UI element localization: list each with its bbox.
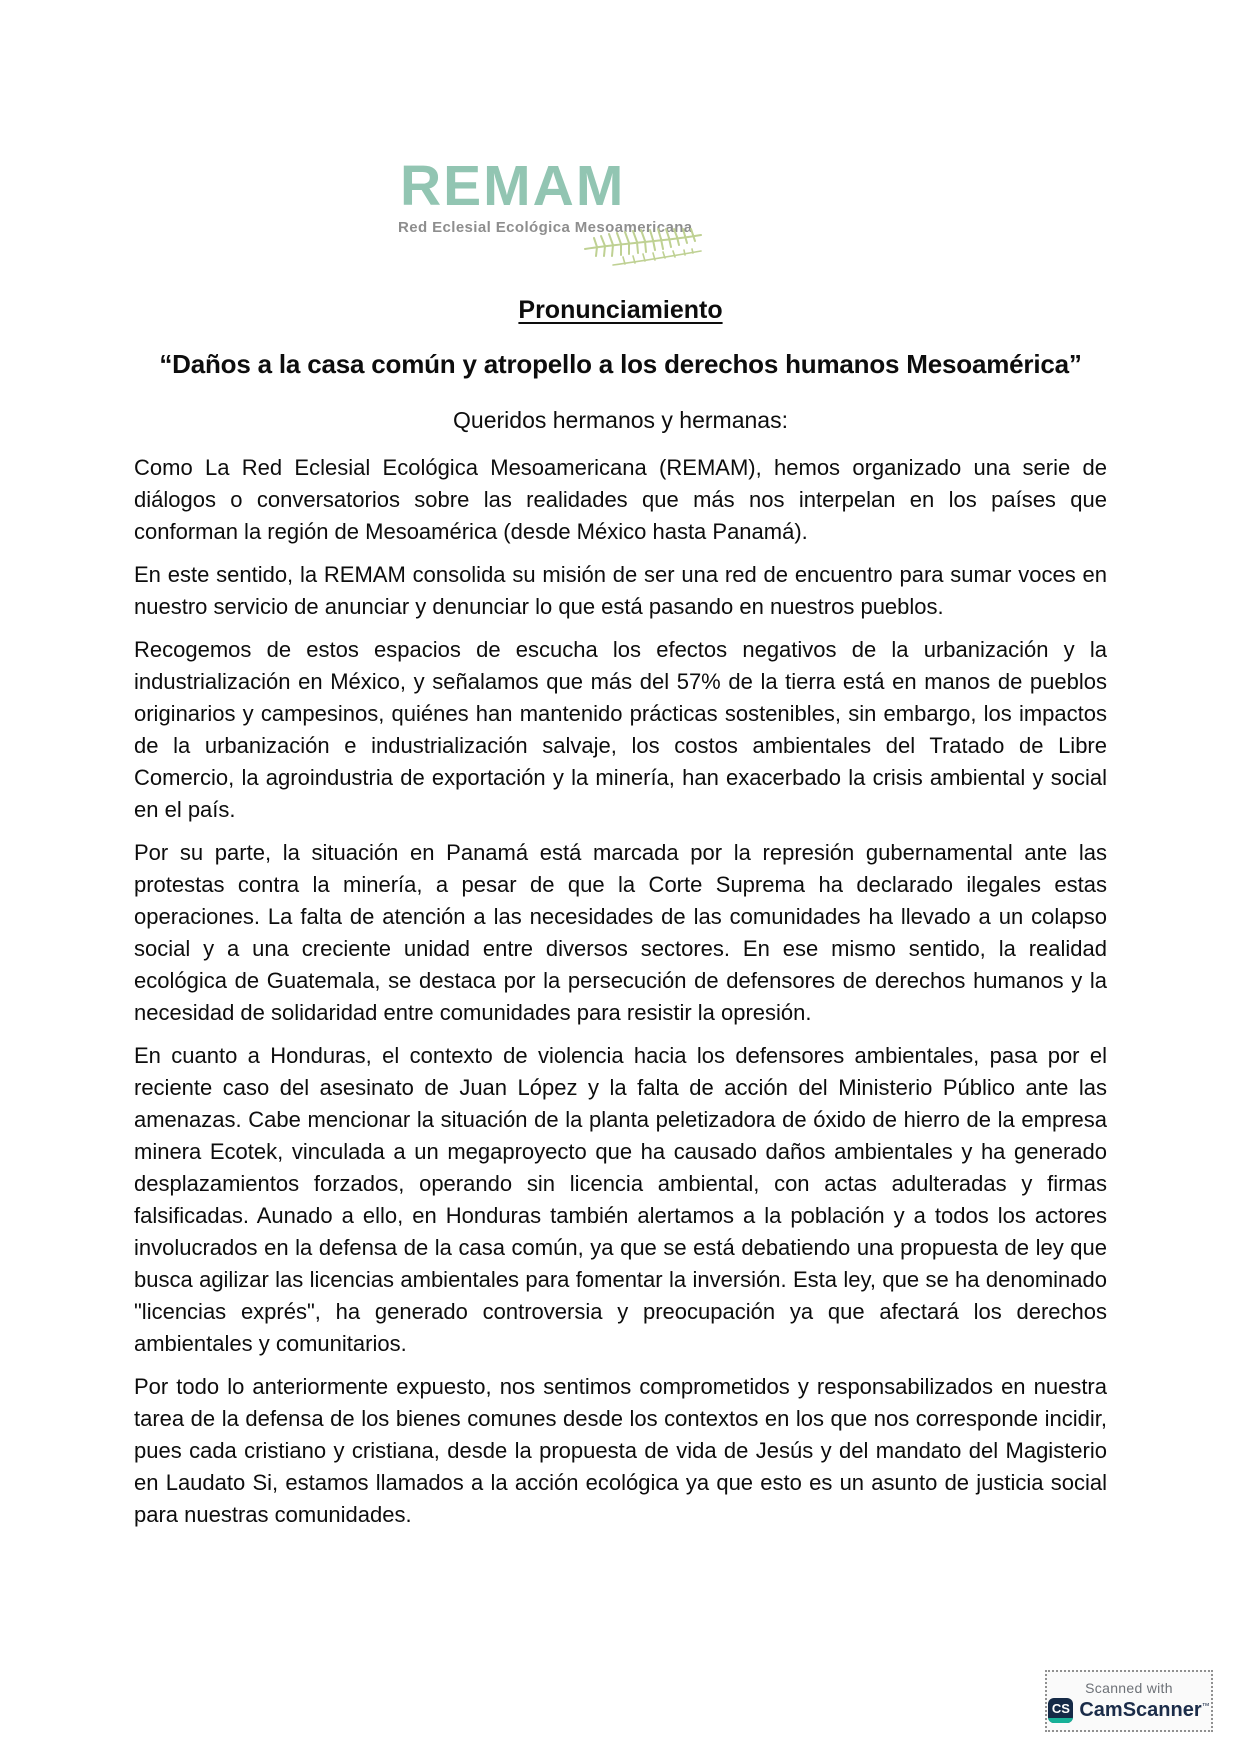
camscanner-wordmark xyxy=(1079,1699,1209,1722)
document-title: Pronunciamiento xyxy=(518,296,723,324)
logo-wordmark: REMAM xyxy=(400,154,626,218)
paragraph-closing: Por todo lo anteriormente expuesto, nos sentimos comprometidos y responsabilizados en nuestra tarea de la defensa de los bienes comunes desde los contextos en los que nos corresponde incidir, pues cada cristiano y cristiana, desde la propuesta de vida de Jesús y del mandato del Magisterio en Laudato Si, estamos llamados a la acción ecológica ya que esto es un asunto de justicia social para nuestras comunidades. xyxy=(134,1374,1107,1527)
camscanner-cs-letters: CS xyxy=(1051,1701,1070,1716)
camscanner-badge xyxy=(1045,1670,1213,1732)
document-subtitle: “Daños a la casa común y atropello a los derechos humanos Mesoamérica” xyxy=(159,349,1082,379)
document-body xyxy=(134,0,1107,1531)
camscanner-cs-icon xyxy=(1048,1698,1073,1723)
logo-tagline: Red Eclesial Ecológica Mesoamericana xyxy=(398,219,693,236)
paragraph-mexico: Recogemos de estos espacios de escucha los efectos negativos de la urbanización y la industrialización en México, y señalamos que más del 57% de la tierra está en manos de pueblos originarios y campesinos, quiénes han mantenido prácticas sostenibles, sin embargo, los impactos de la urbanización e industrialización salvaje, los costos ambientales del Tratado de Libre Comercio, la agroindustria de exportación y la minería, han exacerbado la crisis ambiental y social en el país. xyxy=(134,637,1107,822)
trademark-symbol: ™ xyxy=(1201,1700,1210,1710)
salutation: Queridos hermanos y hermanas: xyxy=(453,407,788,433)
camscanner-wordmark-text: CamScanner xyxy=(1079,1698,1202,1721)
paragraph-honduras: En cuanto a Honduras, el contexto de violencia hacia los defensores ambientales, pasa por el reciente caso del asesinato de Juan López y la falta de acción del Ministerio Público ante las amenazas. Cabe mencionar la situación de la planta peletizadora de óxido de hierro de la empresa minera Ecotek, vinculada a un megaproyecto que ha causado daños ambientales y ha generado desplazamientos forzados, operando sin licencia ambiental, con actas adulteradas y firmas falsificadas. Aunado a ello, en Honduras también alertamos a la población y a todos los actores involucrados en la defensa de la casa común, ya que se está debatiendo una propuesta de ley que busca agilizar las licencias ambientales para fomentar la inversión. Esta ley, que se ha denominado "licencias exprés", ha generado controversia y preocupación ya que afectará los derechos ambientales y comunitarios. xyxy=(134,1043,1107,1356)
paragraph-intro: Como La Red Eclesial Ecológica Mesoamericana (REMAM), hemos organizado una serie de diálogos o conversatorios sobre las realidades que más nos interpelan en los países que conforman la región de Mesoamérica (desde México hasta Panamá). xyxy=(134,455,1107,544)
paragraph-mission: En este sentido, la REMAM consolida su misión de ser una red de encuentro para sumar voces en nuestro servicio de anunciar y denunciar lo que está pasando en nuestros pueblos. xyxy=(134,562,1107,619)
camscanner-row xyxy=(1048,1698,1209,1723)
camscanner-label: Scanned with xyxy=(1085,1679,1173,1696)
paragraph-panama-guatemala: Por su parte, la situación en Panamá está marcada por la represión gubernamental ante las protestas contra la minería, a pesar de que la Corte Suprema ha declarado ilegales estas operaciones. La falta de atención a las necesidades de las comunidades ha llevado a un colapso social y a una creciente unidad entre diversos sectores. En ese mismo sentido, la realidad ecológica de Guatemala, se destaca por la persecución de defensores de derechos humanos y la necesidad de solidaridad entre comunidades para resistir la opresión. xyxy=(134,840,1107,1025)
